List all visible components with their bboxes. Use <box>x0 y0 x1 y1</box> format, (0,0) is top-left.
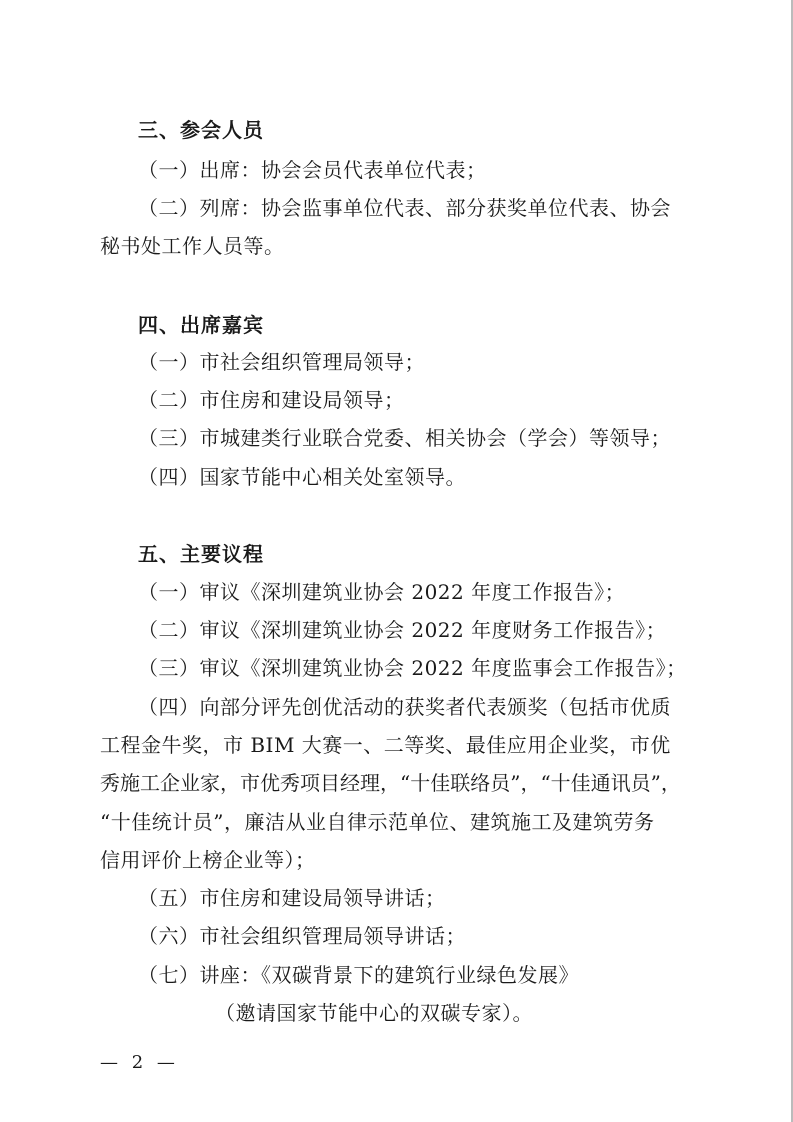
paragraph-line: （三）市城建类行业联合党委、相关协会（学会）等领导； <box>138 426 671 450</box>
agenda-item-continuation: 信用评价上榜企业等）； <box>100 848 316 872</box>
paragraph-line: 秘书处工作人员等。 <box>100 234 285 258</box>
paragraph-line: （二）列席：协会监事单位代表、部分获奖单位代表、协会 <box>138 196 671 220</box>
page-number: — 2 — <box>100 1052 179 1073</box>
agenda-item: （二）审议《深圳建筑业协会 2022 年度财务工作报告》； <box>138 618 667 642</box>
paragraph-line: （二）市住房和建设局领导； <box>138 388 405 412</box>
section-heading-attendees: 三、参会人员 <box>138 118 264 142</box>
paragraph-line: （一）市社会组织管理局领导； <box>138 350 425 374</box>
agenda-item-note: （邀请国家节能中心的双碳专家）。 <box>215 1001 533 1025</box>
section-heading-agenda: 五、主要议程 <box>138 542 264 566</box>
agenda-item-continuation: “十佳统计员”，廉洁从业自律示范单位、建筑施工及建筑劳务 <box>100 810 655 834</box>
paragraph-line: （一）出席：协会会员代表单位代表； <box>138 158 487 182</box>
agenda-item: （五）市住房和建设局领导讲话； <box>138 886 446 910</box>
agenda-item: （七）讲座：《双碳背景下的建筑行业绿色发展》 <box>138 963 579 987</box>
agenda-item: （三）审议《深圳建筑业协会 2022 年度监事会工作报告》； <box>138 656 687 680</box>
agenda-item-continuation: 工程金牛奖，市 BIM 大赛一、二等奖、最佳应用企业奖，市优 <box>100 733 671 757</box>
agenda-item: （四）向部分评先创优活动的获奖者代表颁奖（包括市优质 <box>138 695 671 719</box>
agenda-item: （一）审议《深圳建筑业协会 2022 年度工作报告》； <box>138 580 626 604</box>
paragraph-line: （四）国家节能中心相关处室领导。 <box>138 465 466 489</box>
agenda-item: （六）市社会组织管理局领导讲话； <box>138 924 466 948</box>
section-heading-guests: 四、出席嘉宾 <box>138 313 264 337</box>
agenda-item-continuation: 秀施工企业家，市优秀项目经理，“十佳联络员”，“十佳通讯员”， <box>100 771 681 795</box>
